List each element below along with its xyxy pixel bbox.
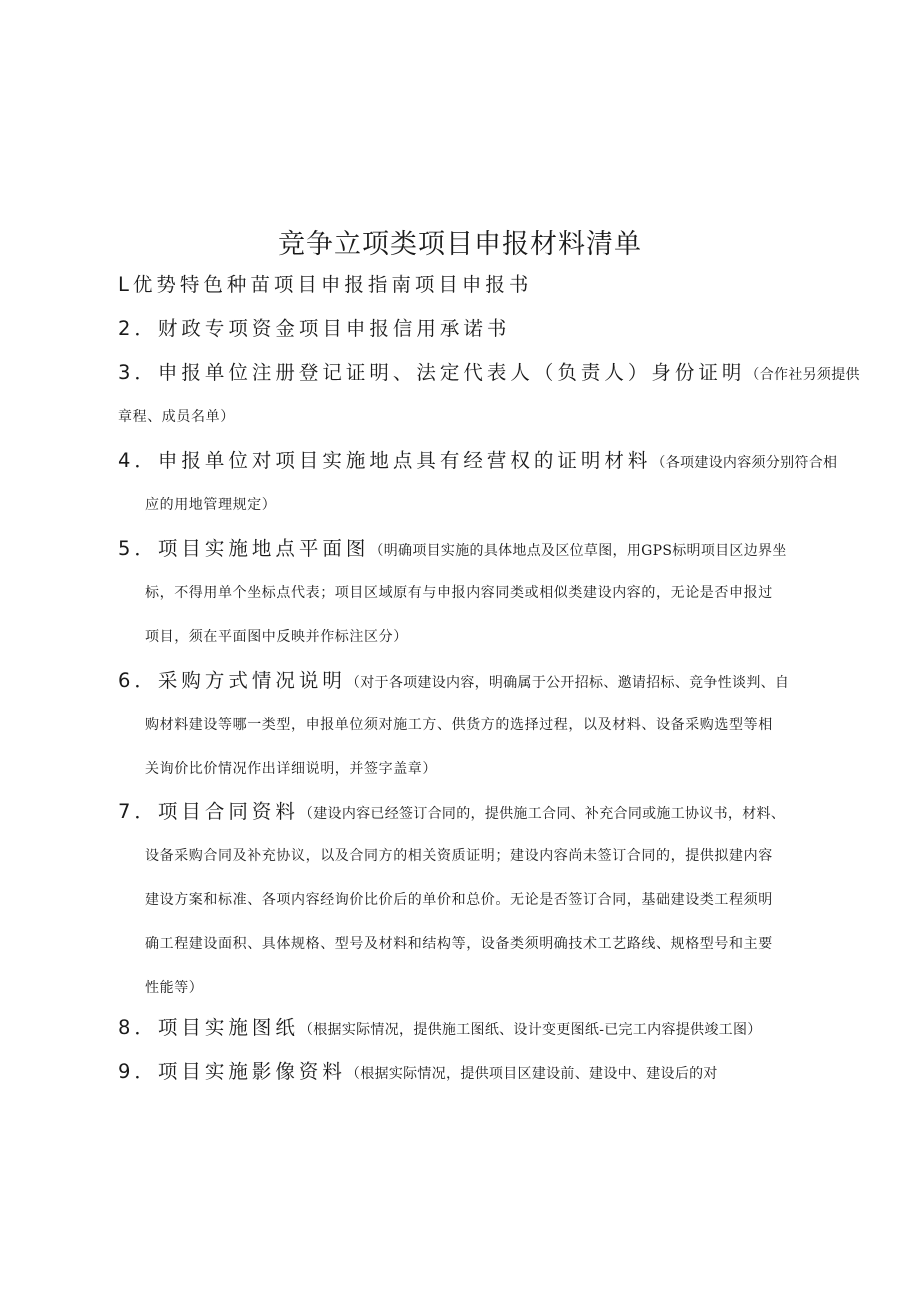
item-continuation: 建设方案和标准、各项内容经询价比价后的单价和总价。无论是否签订合同，基础建设类工程须明 — [145, 892, 773, 908]
item-continuation: 性能等） — [145, 980, 204, 996]
list-item — [118, 659, 818, 791]
list-item — [118, 1006, 818, 1050]
item-continuation: 项目，须在平面图中反映并作标注区分） — [145, 629, 408, 645]
item-continuation: 确工程建设面积、具体规格、型号及材料和结构等，设备类须明确技术工艺路线、规格型号和主要 — [145, 936, 773, 952]
list-item — [118, 307, 818, 351]
item-note: （建设内容已经签订合同的，提供施工合同、补充合同或施工协议书，材料、 — [298, 806, 786, 822]
item-heading: 8．项目实施图纸 — [118, 1016, 299, 1039]
item-continuation: 应的用地管理规定） — [145, 497, 277, 513]
item-heading: 9．项目实施影像资料 — [118, 1060, 346, 1083]
list-item — [118, 790, 818, 1010]
item-heading: 4．申报单位对项目实施地点具有经营权的证明材料 — [118, 449, 652, 472]
item-note: （明确项目实施的具体地点及区位草图，用GPS标明项目区边界坐 — [369, 543, 787, 559]
list-item — [118, 439, 838, 527]
item-note: （对于各项建设内容，明确属于公开招标、邀请招标、竞争性谈判、自 — [345, 675, 790, 691]
item-heading: 5．项目实施地点平面图 — [118, 537, 370, 560]
list-item — [118, 263, 818, 307]
item-continuation: 购材料建设等哪一类型，申报单位须对施工方、供货方的选择过程，以及材料、设备采购选型等相 — [145, 717, 773, 733]
item-heading: 7．项目合同资料 — [118, 800, 299, 823]
item-heading: L优势特色种苗项目申报指南项目申报书 — [118, 273, 533, 296]
list-item — [118, 527, 818, 659]
item-continuation: 设备采购合同及补充协议，以及合同方的相关资质证明；建设内容尚未签订合同的，提供拟建内容 — [145, 848, 773, 864]
item-heading: 2．财政专项资金项目申报信用承诺书 — [118, 317, 511, 340]
item-heading: 3．申报单位注册登记证明、法定代表人（负责人）身份证明 — [118, 361, 746, 384]
page-title: 竞争立项类项目申报材料清单 — [278, 229, 642, 260]
item-note: （各项建设内容须分别符合相 — [651, 455, 838, 471]
item-note: （根据实际情况，提供施工图纸、设计变更图纸-已完工内容提供竣工图） — [298, 1022, 762, 1038]
list-item — [118, 351, 860, 439]
item-continuation: 标，不得用单个坐标点代表；项目区域原有与申报内容同类或相似类建设内容的，无论是否申报过 — [145, 585, 773, 601]
item-heading: 6．采购方式情况说明 — [118, 669, 346, 692]
item-note: （合作社另须提供 — [745, 367, 860, 383]
item-note: （根据实际情况，提供项目区建设前、建设中、建设后的对 — [345, 1066, 718, 1082]
list-item — [118, 1050, 818, 1094]
item-continuation: 关询价比价情况作出详细说明，并签字盖章） — [145, 761, 437, 777]
item-continuation: 章程、成员名单） — [118, 409, 235, 425]
